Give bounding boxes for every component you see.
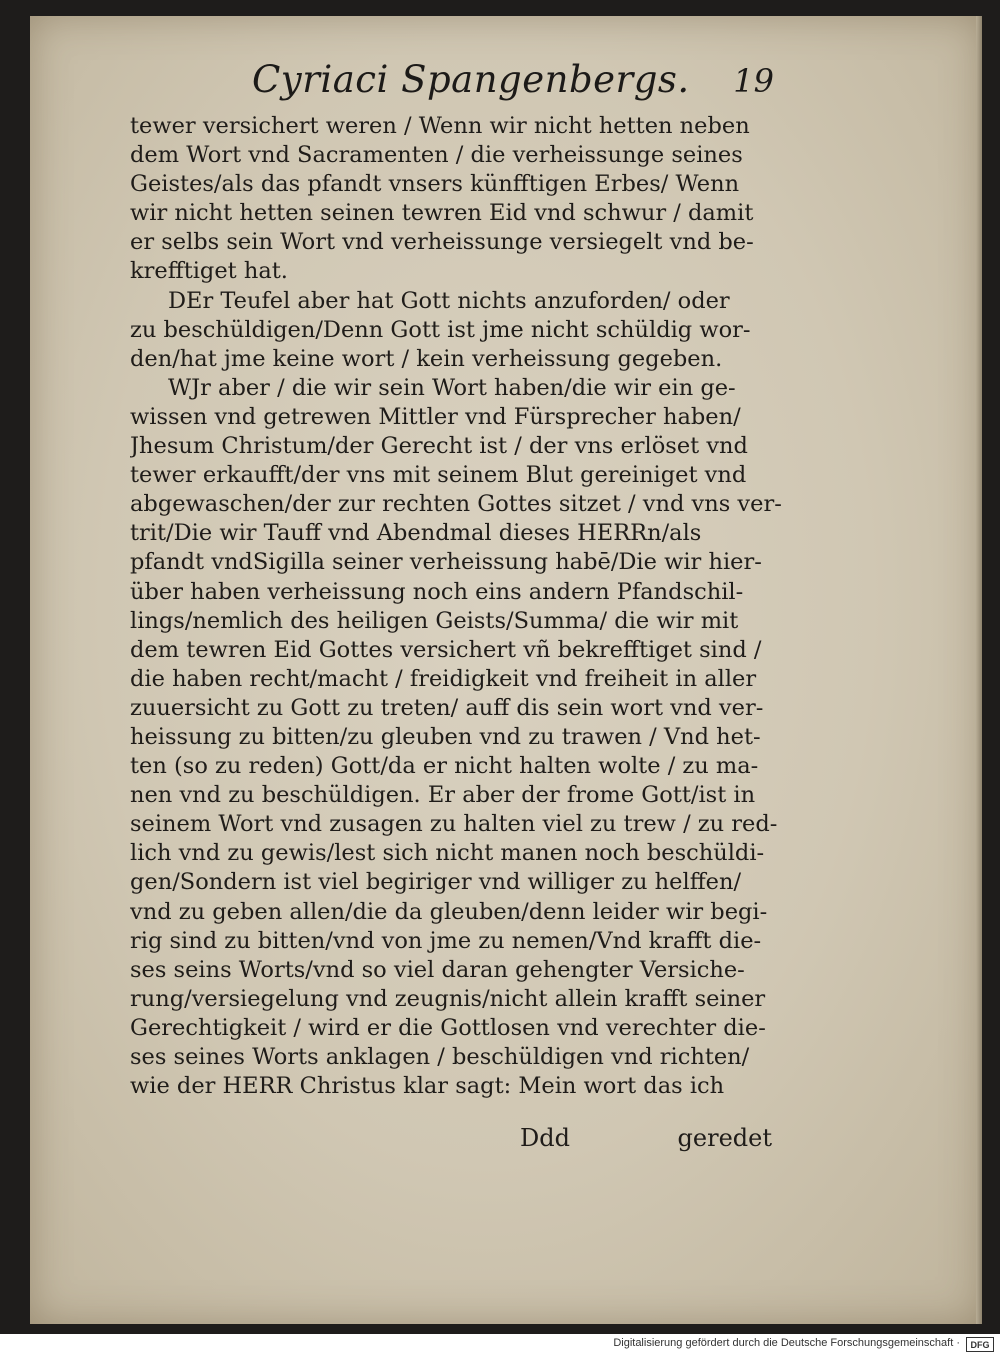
text-line: WJr aber / die wir sein Wort haben/die wir ein ge- (168, 374, 736, 401)
text-line: wir nicht hetten seinen tewren Eid vnd schwur / damit (130, 200, 754, 227)
page-header (252, 56, 792, 112)
text-line: zu beschüldigen/Denn Gott ist jme nicht schüldig wor- (130, 316, 751, 343)
text-line: wissen vnd getrewen Mittler vnd Fürsprecher haben/ (130, 403, 741, 430)
text-line: abgewaschen/der zur rechten Gottes sitzet / vnd vns ver- (130, 491, 782, 518)
text-line: DEr Teufel aber hat Gott nichts anzuforden/ oder (168, 287, 730, 314)
catchword: geredet (677, 1124, 772, 1152)
text-line: ses seines Worts anklagen / beschüldigen vnd richten/ (130, 1044, 750, 1070)
text-line: die haben recht/macht / freidigkeit vnd freiheit in aller (130, 665, 757, 692)
text-line: trit/Die wir Tauff vnd Abendmal dieses HERRn/als (130, 520, 702, 547)
text-line: wie der HERR Christus klar sagt: Mein wort das ich (130, 1073, 725, 1100)
text-line: pfandt vndSigilla seiner verheissung habē/Die wir hier- (130, 549, 762, 576)
text-line: lings/nemlich des heiligen Geists/Summa/ die wir mit (130, 607, 739, 634)
text-line: heissung zu bitten/zu gleuben vnd zu trawen / Vnd het- (130, 723, 761, 750)
dfg-credit-bar (0, 1334, 1000, 1356)
text-line: zuuersicht zu Gott zu treten/ auff dis sein wort vnd ver- (130, 694, 764, 721)
text-line: ten (so zu reden) Gott/da er nicht halten wolte / zu ma- (130, 753, 759, 780)
text-line: ses seins Worts/vnd so viel daran gehengter Versiche- (130, 956, 745, 983)
text-line: krefftiget hat. (130, 258, 288, 285)
body-text (130, 112, 790, 1101)
text-line: den/hat jme keine wort / kein verheissung gegeben. (130, 345, 723, 372)
text-line: gen/Sondern ist viel begiriger vnd williger zu helffen/ (130, 869, 742, 896)
text-line: tewer erkaufft/der vns mit seinem Blut gereiniget vnd (130, 462, 747, 489)
running-title: Cyriaci Spangenbergs. (252, 58, 690, 101)
text-line: über haben verheissung noch eins andern Pfandschil- (130, 578, 744, 605)
text-line: seinem Wort vnd zusagen zu halten viel zu trew / zu red- (130, 811, 778, 838)
text-line: vnd zu geben allen/die da gleuben/denn leider wir begi- (130, 898, 768, 925)
text-line: Geistes/als das pfandt vnsers künfftigen Erbes/ Wenn (130, 171, 740, 198)
page-footer (130, 1124, 790, 1158)
text-line: rung/versiegelung vnd zeugnis/nicht allein krafft seiner (130, 985, 766, 1012)
page-edge (976, 16, 982, 1324)
dfg-credit-text: Digitalisierung gefördert durch die Deutsche Forschungsgemeinschaft · (613, 1337, 960, 1349)
text-line: nen vnd zu beschüldigen. Er aber der frome Gott/ist in (130, 782, 756, 809)
page-number: 19 (733, 62, 774, 100)
text-line: dem Wort vnd Sacramenten / die verheissunge seines (130, 142, 743, 169)
text-line: dem tewren Eid Gottes versichert vñ bekrefftiget sind / (130, 636, 762, 663)
dfg-logo-icon: DFG (966, 1337, 994, 1352)
text-line: lich vnd zu gewis/lest sich nicht manen noch beschüldi- (130, 840, 765, 867)
text-line: er selbs sein Wort vnd verheissunge versiegelt vnd be- (130, 229, 754, 256)
text-line: tewer versichert weren / Wenn wir nicht hetten neben (130, 113, 750, 139)
signature-mark: Ddd (520, 1124, 570, 1152)
text-line: Jhesum Christum/der Gerecht ist / der vns erlöset vnd (130, 433, 748, 460)
text-line: Gerechtigkeit / wird er die Gottlosen vnd verechter die- (130, 1014, 766, 1041)
text-line: rig sind zu bitten/vnd von jme zu nemen/Vnd krafft die- (130, 927, 762, 954)
